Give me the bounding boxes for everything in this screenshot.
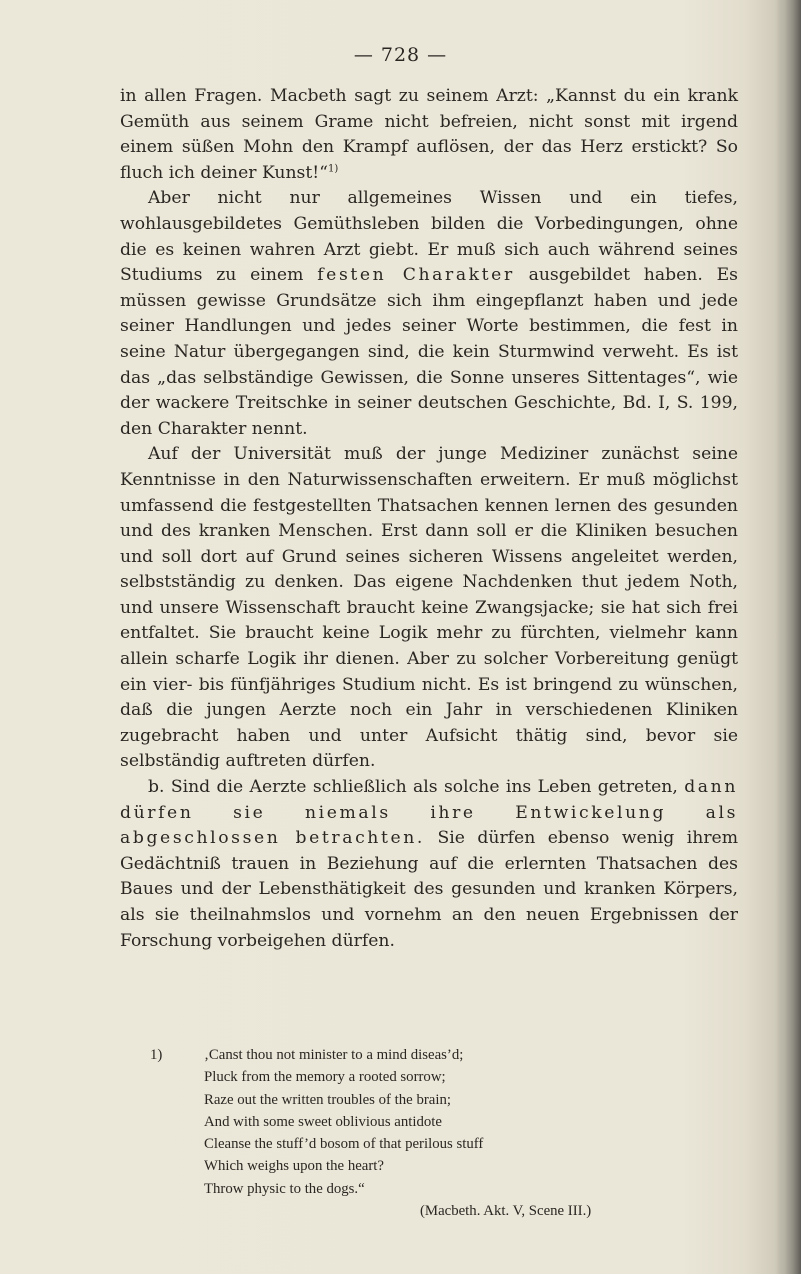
footnote-line-2: Pluck from the memory a rooted sorrow;: [204, 1069, 446, 1086]
footnote-line-7: Throw physic to the dogs.“: [204, 1180, 365, 1197]
main-text: [120, 84, 738, 954]
p2-line-3: Arzt giebt. Er muß sich auch während seines Studiums zu einem: [120, 239, 738, 286]
p1-line-3: süßen Mohn den Krampf auflösen, der das Herz erstickt? So fluch ich: [120, 137, 738, 183]
p4-rest: Sie dürfen ebenso wenig ihrem Gedächtniß trauen in Beziehung auf die erlernten Thatsachen des Baues und der Lebensthätigkeit des gesunden und kranken Körpers, als sie theilnahmslos und vornehm an den neuen Ergebnissen der Forschung vorbeigehen dürfen.: [120, 828, 739, 951]
page-number: — 728 —: [353, 44, 448, 66]
p1-line-4: deiner Kunst!“: [200, 162, 328, 183]
paragraph-1: [120, 84, 738, 186]
paragraph-2: [120, 186, 738, 442]
p4-lead: b. Sind die Aerzte schließlich als solche ins Leben getreten,: [148, 777, 685, 798]
footnote-line-3: Raze out the written troubles of the brain;: [204, 1091, 451, 1108]
footnote-line-5: Cleanse the stuff’d bosom of that perilous stuff: [204, 1136, 484, 1153]
p2-line-2: Gemüthsleben bilden die Vorbedingungen, ohne die es keinen wahren: [120, 213, 739, 260]
paragraph-4: [120, 775, 738, 954]
footnote-number: 1): [150, 1047, 163, 1063]
p2-rest: ausgebildet haben. Es müssen gewisse Grundsätze sich ihm eingepflanzt haben und jede seiner Handlungen und jedes seiner Worte bestimmen, die fest in seine Natur übergegangen sind, die kein Sturmwind verweht. Es ist das „das selbständige Gewissen, die Sonne unseres Sittentages“, wie der wackere Treitschke in seiner deutschen Geschichte, Bd. I, S. 199, den Charakter nennt.: [120, 265, 738, 439]
p2-spaced-emphasis: festen Charakter: [317, 265, 515, 286]
p1-line-1: in allen Fragen. Macbeth sagt zu seinem Arzt: „Kannst du ein krank: [120, 86, 738, 106]
paragraph-3: Auf der Universität muß der junge Mediziner zunächst seine Kenntnisse in den Naturwissenschaften erweitern. Er muß möglichst umfassend die festgestellten Thatsachen kennen lernen des gesunden und des kranken Menschen. Erst dann soll er die Kliniken besuchen und soll dort auf Grund seines sicheren Wissens angeleitet werden, selbstständig zu denken. Das eigene Nachdenken thut jedem Noth, und unsere Wissenschaft braucht keine Zwangsjacke; sie hat sich frei entfaltet. Sie braucht keine Logik mehr zu fürchten, vielmehr kann allein scharfe Logik ihr dienen. Aber zu solcher Vorbereitung genügt ein vier- bis fünfjähriges Studium nicht. Es ist bringend zu wünschen, daß die jungen Aerzte noch ein Jahr in verschiedenen Kliniken zugebracht haben und unter Aufsicht thätig sind, bevor sie selbständig auftreten dürfen.: [120, 444, 738, 772]
footnote-line-1: ‚Canst thou not minister to a mind diseas’d;: [204, 1047, 464, 1063]
p4-spaced-emphasis: dann dürfen sie niemals ihre Entwickelung als abgeschlossen betrachten.: [120, 777, 738, 849]
footnote-line-6: Which weighs upon the heart?: [204, 1158, 384, 1175]
footnote: [150, 1044, 750, 1222]
p2-line-1: Aber nicht nur allgemeines Wissen und ein tiefes, wohlausgebildetes: [120, 188, 738, 234]
page-edge-shadow: [775, 0, 801, 1274]
footnote-line-4: And with some sweet oblivious antidote: [204, 1113, 442, 1130]
footnote-source: (Macbeth. Akt. V, Scene III.): [420, 1203, 592, 1220]
p1-line-2: Gemüth aus seinem Grame nicht befreien, nicht sonst mit irgend einem: [120, 111, 738, 158]
footnote-reference: 1): [327, 163, 339, 175]
